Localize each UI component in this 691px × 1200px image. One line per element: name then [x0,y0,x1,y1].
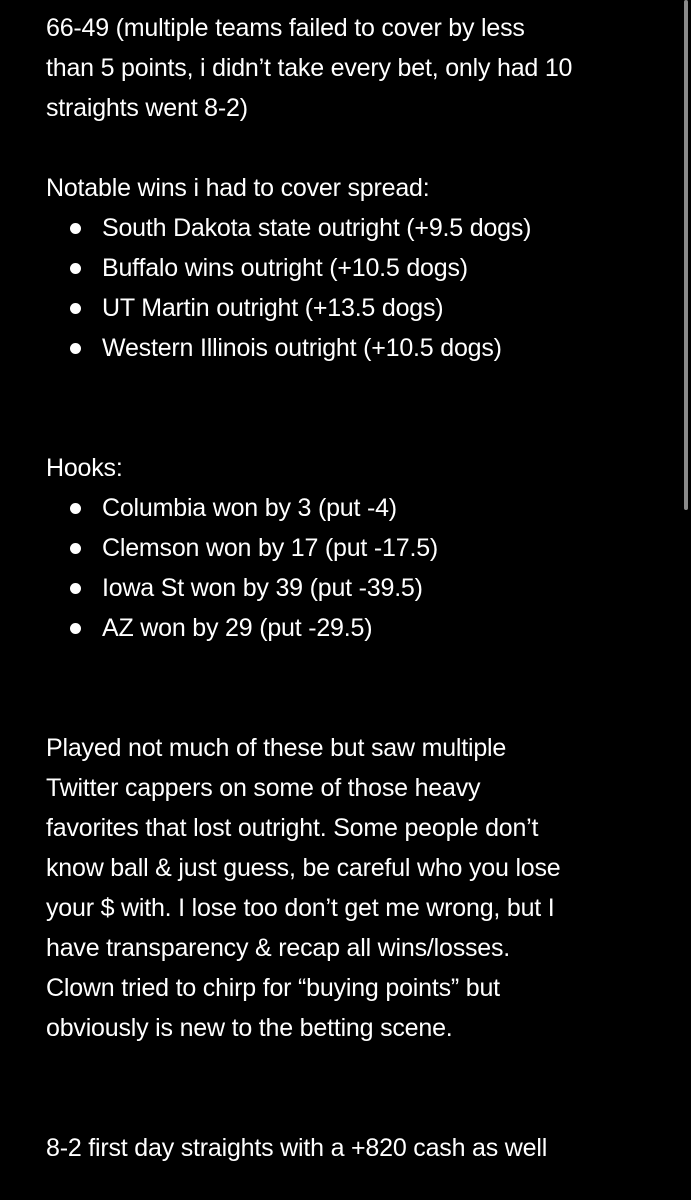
commentary-text: Played not much of these but saw multiple Twitter cappers on some of those heavy favorites that lost outright. Some people don’t know ball & just guess, be careful who you lose your $ with. I lose too don’t get me wrong, but I have transparency & recap all wins/losses. Clown tried to chirp for “buying points” but obviously is new to the betting scene. [46,734,561,1042]
list-item [46,488,676,528]
blank-lines [46,368,676,448]
list-item-text: Western Illinois outright (+10.5 dogs) [102,334,502,362]
intro-text: 66-49 (multiple teams failed to cover by less than 5 points, i didn’t take every bet, only had 10 straights went 8-2) [46,14,573,122]
note-body[interactable] [46,8,676,1168]
blank-lines [46,1048,676,1128]
blank-line [46,128,676,168]
list-item-text: AZ won by 29 (put -29.5) [102,614,373,642]
list-item-text: Buffalo wins outright (+10.5 dogs) [102,254,468,282]
vertical-scrollbar[interactable] [684,0,688,510]
bullet-icon [70,543,81,554]
hooks-list [46,488,676,648]
list-item [46,568,676,608]
list-item [46,328,676,368]
bullet-icon [70,303,81,314]
list-item-text: UT Martin outright (+13.5 dogs) [102,294,444,322]
list-item-text: Clemson won by 17 (put -17.5) [102,534,439,562]
list-item [46,288,676,328]
list-item [46,248,676,288]
bullet-icon [70,583,81,594]
bullet-icon [70,263,81,274]
list-item [46,608,676,648]
list-item-text: Iowa St won by 39 (put -39.5) [102,574,423,602]
blank-lines [46,648,676,728]
wins-heading: Notable wins i had to cover spread: [46,174,430,202]
list-item [46,528,676,568]
bullet-icon [70,223,81,234]
hooks-heading: Hooks: [46,454,123,482]
list-item-text: South Dakota state outright (+9.5 dogs) [102,214,532,242]
bullet-icon [70,623,81,634]
list-item-text: Columbia won by 3 (put -4) [102,494,397,522]
wins-list [46,208,676,368]
list-item [46,208,676,248]
closing-text: 8-2 first day straights with a +820 cash as well [46,1134,548,1162]
bullet-icon [70,343,81,354]
bullet-icon [70,503,81,514]
